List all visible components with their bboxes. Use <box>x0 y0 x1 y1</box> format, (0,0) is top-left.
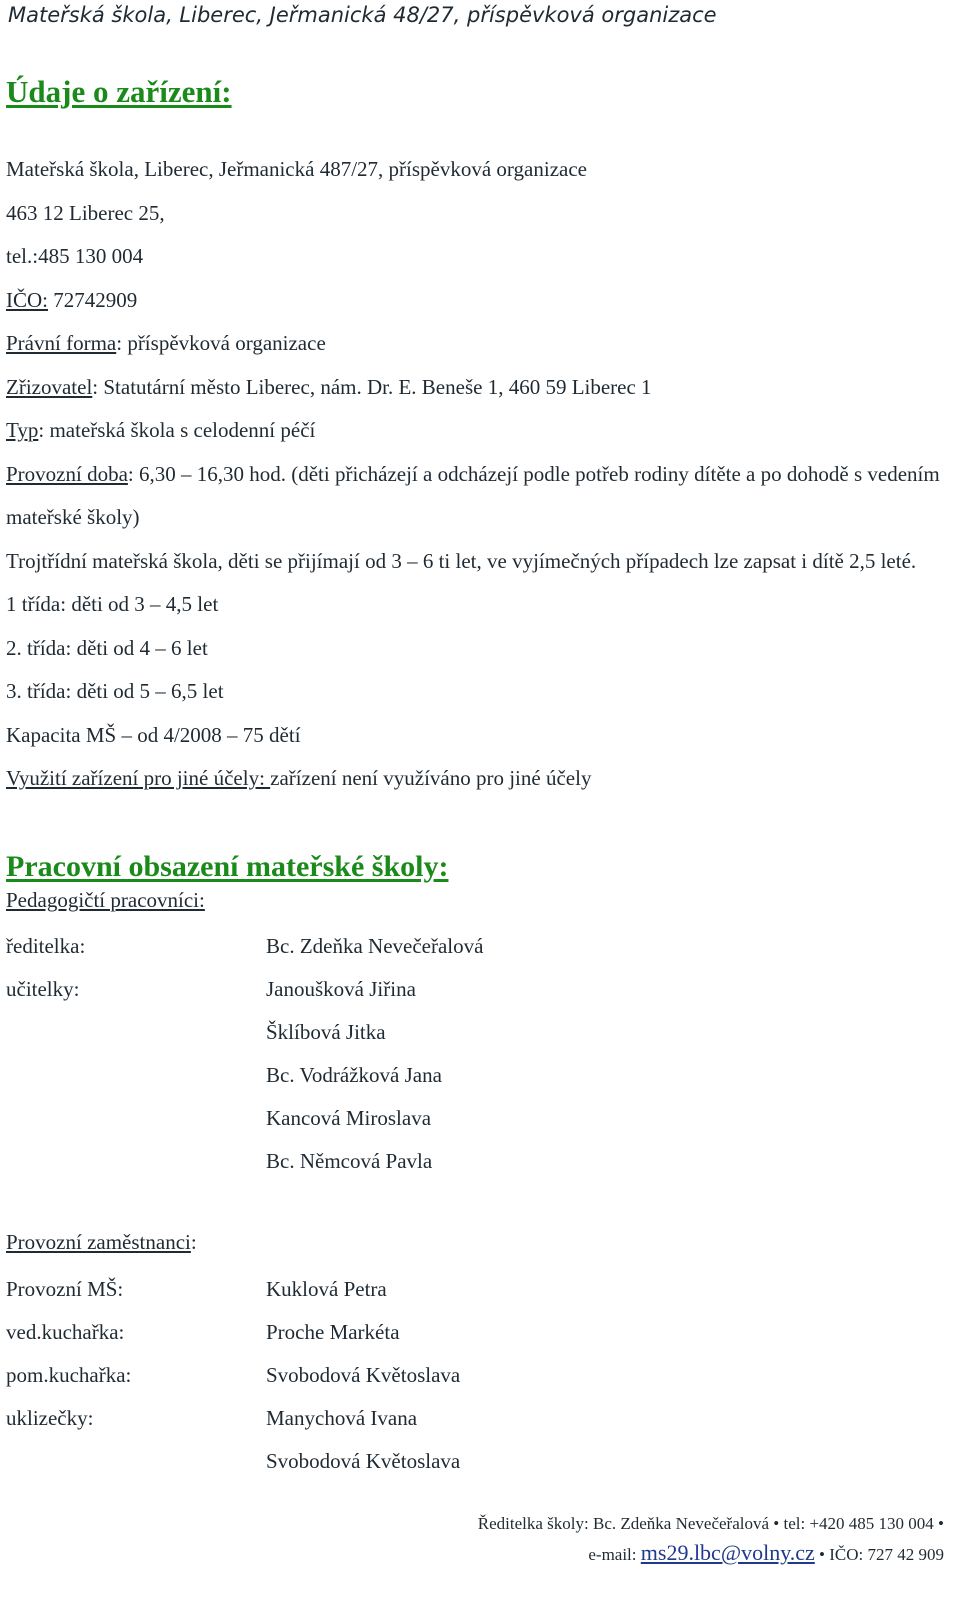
type-line <box>6 409 956 453</box>
phone-line: tel.:485 130 004 <box>6 244 144 268</box>
staff-name: Kancová Miroslava <box>266 1106 432 1130</box>
operational-title-label: Provozní zaměstnanci <box>6 1230 191 1254</box>
staff-name: Svobodová Květoslava <box>266 1449 461 1473</box>
footer-line-1: Ředitelka školy: Bc. Zdeňka Nevečeřalová • tel: +420 485 130 004 • <box>477 1514 944 1533</box>
founder-line <box>6 366 956 410</box>
staff-name: Janoušková Jiřina <box>266 977 416 1001</box>
pedagogical-staff-list <box>6 925 706 1183</box>
facility-heading: Údaje o zařízení: <box>6 74 232 109</box>
facility-details <box>6 148 956 801</box>
usage-value: zařízení není využíváno pro jiné účely <box>270 766 592 790</box>
footer-email-label: e-mail: <box>588 1545 641 1564</box>
type-label: Typ <box>6 418 39 442</box>
footer-email-link[interactable]: ms29.lbc@volny.cz <box>640 1540 815 1565</box>
class-1-line: 1 třída: děti od 3 – 4,5 let <box>6 592 219 616</box>
staff-name: Bc. Vodrážková Jana <box>266 1063 442 1087</box>
usage-label: Využití zařízení pro jiné účely: <box>6 766 271 790</box>
staff-role: pom.kuchařka: <box>6 1363 132 1387</box>
staff-role: ředitelka: <box>6 934 86 958</box>
staff-row <box>6 1140 706 1183</box>
ico-line <box>6 279 956 323</box>
type-value: : mateřská škola s celodenní péčí <box>38 418 316 442</box>
class-3-line: 3. třída: děti od 5 – 6,5 let <box>6 679 224 703</box>
footer-line-2 <box>588 1540 944 1566</box>
ico-label: IČO: <box>6 287 48 312</box>
hours-line <box>6 453 956 540</box>
staff-row <box>6 1397 706 1440</box>
operational-title <box>6 1230 197 1255</box>
staff-row <box>6 1268 706 1311</box>
pedagogical-title: Pedagogičtí pracovníci: <box>6 888 205 912</box>
staff-name: Proche Markéta <box>266 1320 400 1344</box>
founder-value: : Statutární město Liberec, nám. Dr. E. Beneše 1, 460 59 Liberec 1 <box>92 374 652 399</box>
staff-name: Manychová Ivana <box>266 1406 418 1430</box>
staff-name: Šklíbová Jitka <box>266 1020 386 1044</box>
staff-role: ved.kuchařka: <box>6 1320 125 1344</box>
classes-line: Trojtřídní mateřská škola, děti se přijímají od 3 – 6 ti let, ve vyjímečných případech lze zapsat i dítě 2,5 leté. <box>6 548 917 573</box>
address-line: 463 12 Liberec 25, <box>6 200 165 225</box>
staff-row <box>6 925 706 968</box>
legal-form-value: : příspěvková organizace <box>116 331 326 355</box>
capacity-line: Kapacita MŠ – od 4/2008 – 75 dětí <box>6 722 301 747</box>
staff-row <box>6 1054 706 1097</box>
staff-name: Kuklová Petra <box>266 1277 387 1301</box>
staff-name: Svobodová Květoslava <box>266 1363 461 1387</box>
staff-role: uklizečky: <box>6 1406 94 1430</box>
staff-row <box>6 1097 706 1140</box>
staff-role: učitelky: <box>6 977 80 1001</box>
staff-heading: Pracovní obsazení mateřské školy: <box>6 850 449 883</box>
founder-label: Zřizovatel <box>6 374 93 399</box>
staff-row <box>6 1354 706 1397</box>
footer-ico: • IČO: 727 42 909 <box>814 1545 944 1564</box>
staff-row <box>6 1440 706 1483</box>
page-header: Mateřská škola, Liberec, Jeřmanická 48/27, příspěvková organizace <box>8 3 717 27</box>
staff-name: Bc. Zdeňka Nevečeřalová <box>266 934 484 958</box>
staff-row <box>6 1311 706 1354</box>
ico-value: 72742909 <box>48 287 138 312</box>
legal-form-label: Právní forma <box>6 331 117 355</box>
school-name-line: Mateřská škola, Liberec, Jeřmanická 487/27, příspěvková organizace <box>6 157 587 181</box>
class-2-line: 2. třída: děti od 4 – 6 let <box>6 635 208 660</box>
hours-label: Provozní doba <box>6 461 128 486</box>
legal-form-line <box>6 322 956 366</box>
operational-title-suffix: : <box>190 1230 197 1254</box>
staff-row <box>6 968 706 1011</box>
usage-line <box>6 757 956 801</box>
operational-staff-list <box>6 1268 706 1483</box>
hours-value: : 6,30 – 16,30 hod. (děti přicházejí a odcházejí podle potřeb rodiny dítěte a po dohodě s vedením mateřské školy) <box>6 461 940 529</box>
staff-name: Bc. Němcová Pavla <box>266 1149 433 1173</box>
staff-role: Provozní MŠ: <box>6 1277 124 1301</box>
staff-row <box>6 1011 706 1054</box>
